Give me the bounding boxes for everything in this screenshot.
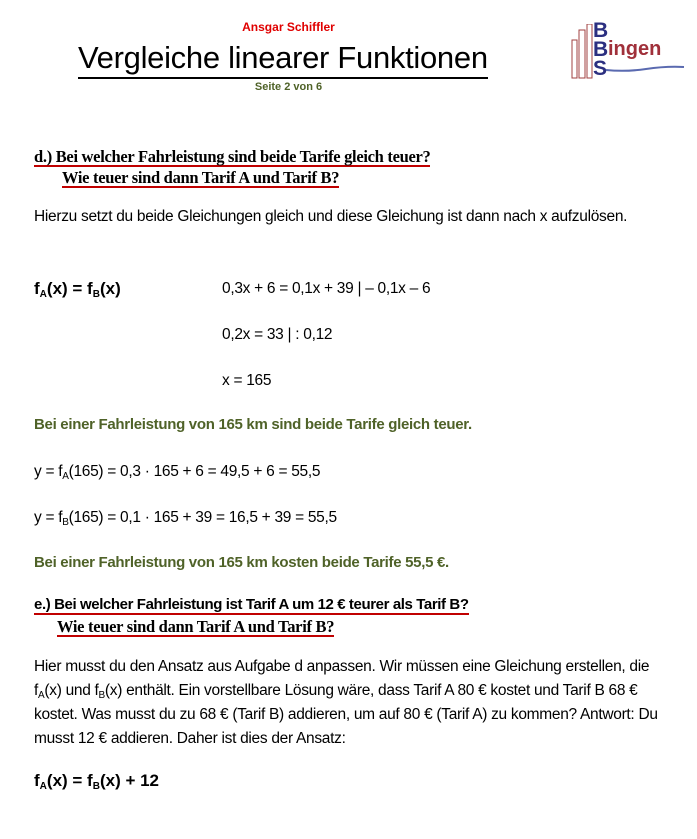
logo-letter-b2: B (593, 38, 609, 61)
logo-letter-b1: B (593, 19, 609, 42)
question-e-subheading: Wie teuer sind dann Tarif A und Tarif B? (57, 617, 335, 636)
question-d-heading: d.) Bei welcher Fahrleistung sind beide Tarife gleich teuer? (34, 147, 431, 166)
page-number: Seite 2 von 6 (254, 81, 323, 93)
logo-text: ingen (608, 38, 662, 60)
logo-letter-s: S (593, 57, 608, 80)
bbs-bingen-logo (568, 19, 683, 82)
question-d-subheading: Wie teuer sind dann Tarif A und Tarif B? (62, 168, 340, 187)
logo-bars-icon (570, 24, 594, 80)
page-title: Vergleiche linearer Funktionen (78, 40, 488, 79)
result-1: Bei einer Fahrleistung von 165 km sind beide Tarife gleich teuer. (34, 416, 472, 433)
step-2: 0,2x = 33 | : 0,12 (222, 326, 333, 343)
step-1: 0,3x + 6 = 0,1x + 39 | – 0,1x – 6 (222, 280, 431, 297)
result-2: Bei einer Fahrleistung von 165 km kosten beide Tarife 55,5 €. (34, 554, 449, 571)
intro-text: Hierzu setzt du beide Gleichungen gleich und diese Gleichung ist dann nach x aufzulösen. (34, 208, 628, 225)
question-e-heading: e.) Bei welcher Fahrleistung ist Tarif A um 12 € teurer als Tarif B? (34, 596, 469, 613)
author: Ansgar Schiffler (242, 20, 335, 34)
final-equation: $f_A(x) = f_B(x) + 12$ (34, 771, 160, 792)
equation-label: $f_A(x) = f_B(x)$ (34, 279, 121, 300)
explanation-text: Hier musst du den Ansatz aus Aufgabe d anpassen. Wir müssen eine Gleichung erstellen, die $f_A(x)$ und $f_B(x)$ enthält. Ein vorstellbare Lösung wäre, dass Tarif A 80 € kostet und Tarif B 68 € kostet. Was musst du zu 68 € (Tarif B) addieren, um auf 80 € (Tarif A) zu kommen? Antwort: Du musst 12 € addieren. Daher ist dies der Ansatz: (34, 658, 658, 747)
step-3: x = 165 (222, 372, 272, 389)
logo-wave-icon (606, 64, 686, 74)
calc-b: $y = f_B(165) = 0,1 \cdot 165 + 39 = 16,5 + 39 = 55,5$ (34, 509, 337, 528)
calc-a: $y = f_A(165) = 0,3 \cdot 165 + 6 = 49,5 + 6 = 55,5$ (34, 463, 321, 482)
